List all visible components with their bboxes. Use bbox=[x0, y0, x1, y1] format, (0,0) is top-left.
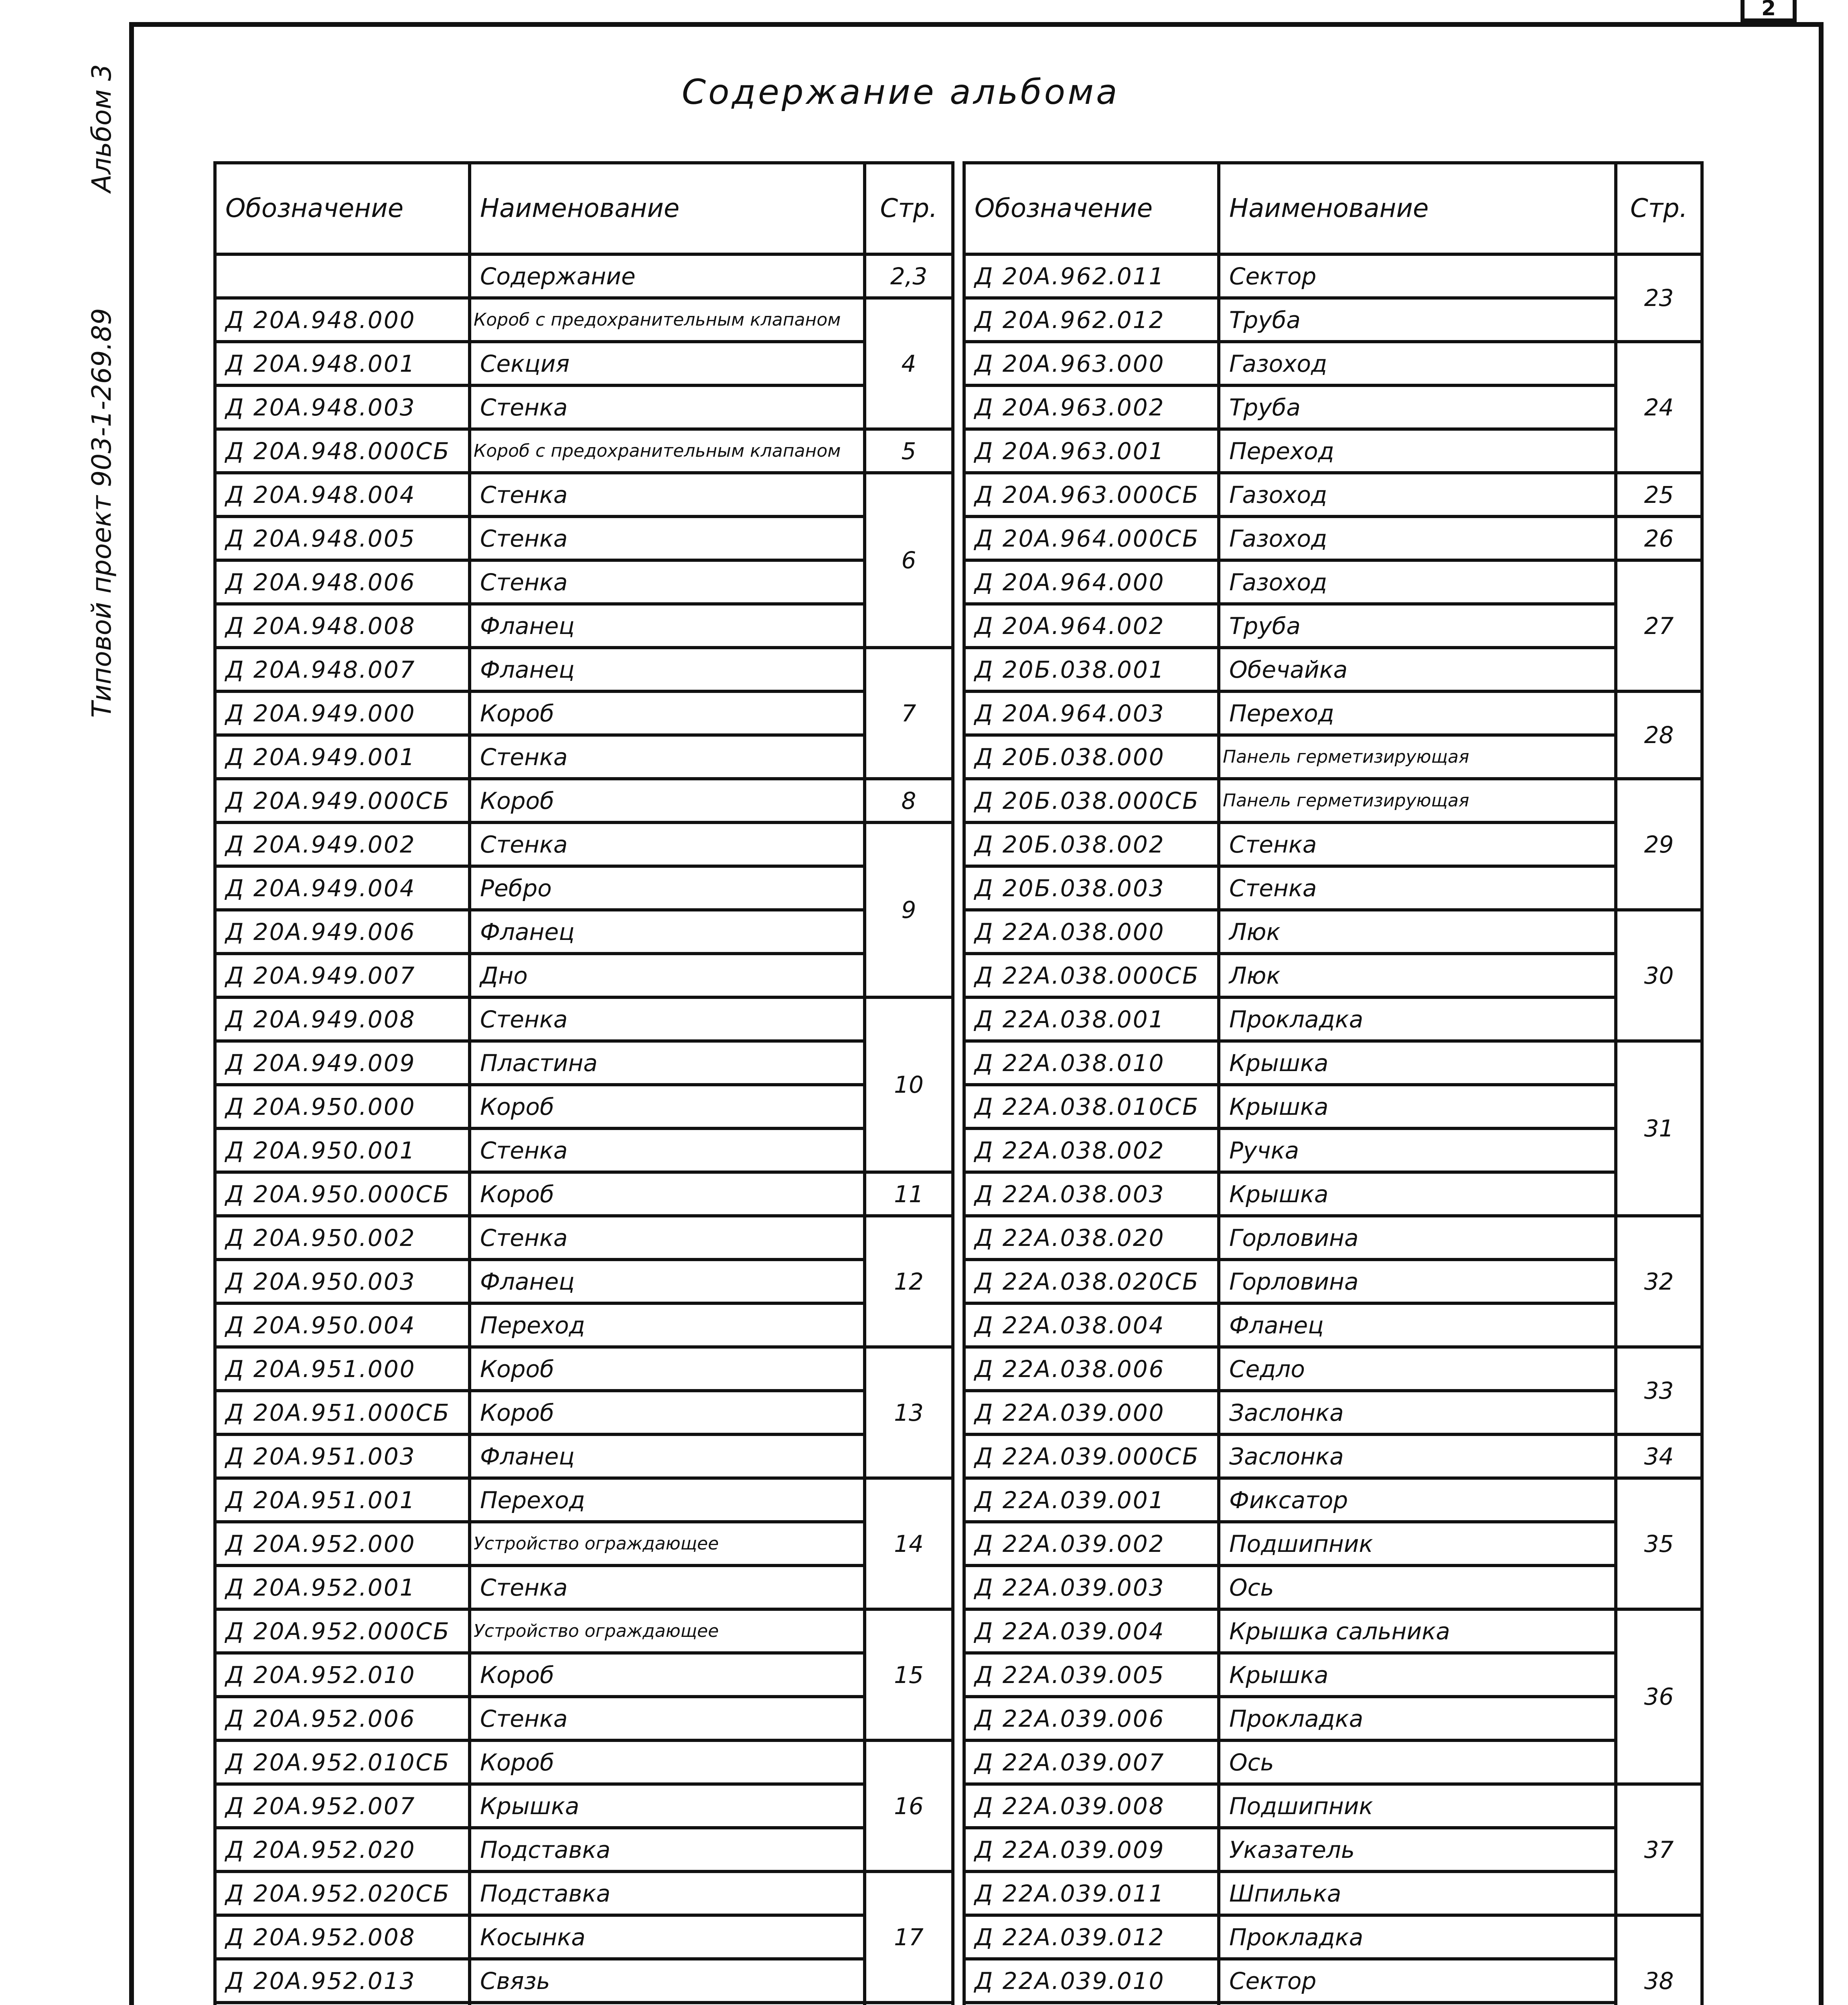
table-row bbox=[964, 648, 1702, 691]
row-name: Прокладка bbox=[1219, 1915, 1616, 1959]
table-row bbox=[964, 1128, 1702, 1172]
table-row bbox=[964, 2003, 1702, 2005]
table-row bbox=[215, 822, 953, 866]
table-row bbox=[964, 254, 1702, 298]
row-code: Д 20А.963.000 bbox=[964, 342, 1219, 385]
row-name: Переход bbox=[1219, 691, 1616, 735]
row-code: Д 22А.039.000СБ bbox=[964, 1434, 1219, 1478]
table-row bbox=[215, 298, 953, 342]
row-name: Фланец bbox=[470, 910, 865, 954]
row-code: Д 22А.038.004 bbox=[964, 1303, 1219, 1347]
row-name: Стенка bbox=[1219, 866, 1616, 910]
row-code bbox=[215, 2003, 470, 2005]
row-page: 25 bbox=[1616, 473, 1702, 516]
table-header bbox=[964, 163, 1702, 254]
row-code: Д 20А.950.004 bbox=[215, 1303, 470, 1347]
row-code: Д 22А.038.010СБ bbox=[964, 1085, 1219, 1128]
row-page: 15 bbox=[865, 1609, 953, 1740]
row-code: Д 20А.948.003 bbox=[215, 385, 470, 429]
row-name: Устройство ограждающее bbox=[470, 1609, 865, 1653]
row-name: Стенка bbox=[470, 516, 865, 560]
row-name: Содержание bbox=[470, 254, 865, 298]
table-row bbox=[964, 1522, 1702, 1566]
row-name: Ось bbox=[1219, 1740, 1616, 1784]
table-row bbox=[964, 1303, 1702, 1347]
row-page: 4 bbox=[865, 298, 953, 429]
row-name: Люк bbox=[1219, 954, 1616, 997]
row-code: Д 20А.949.007 bbox=[215, 954, 470, 997]
row-code: Д 20А.951.003 bbox=[215, 1434, 470, 1478]
row-page: 7 bbox=[865, 648, 953, 779]
row-code: Д 22А.038.001 bbox=[964, 997, 1219, 1041]
row-name: Газоход bbox=[1219, 473, 1616, 516]
row-page: 2,3 bbox=[865, 254, 953, 298]
table-row bbox=[964, 1609, 1702, 1653]
row-code: Д 20А.963.001 bbox=[964, 429, 1219, 473]
row-name: Газоход bbox=[1219, 342, 1616, 385]
table-row bbox=[215, 1740, 953, 1784]
row-name bbox=[470, 2003, 865, 2005]
row-code: Д 20А.949.004 bbox=[215, 866, 470, 910]
row-name: Прокладка bbox=[1219, 1697, 1616, 1740]
page-title: Содержание альбома bbox=[682, 72, 1120, 112]
row-name: Подшипник bbox=[1219, 1522, 1616, 1566]
row-code: Д 20Б.038.003 bbox=[964, 866, 1219, 910]
table-row bbox=[964, 429, 1702, 473]
table-row bbox=[215, 1260, 953, 1303]
row-code: Д 22А.038.010 bbox=[964, 1041, 1219, 1085]
row-code: Д 20А.964.000СБ bbox=[964, 516, 1219, 560]
row-name: Фланец bbox=[470, 604, 865, 648]
row-name: Крышка bbox=[470, 1784, 865, 1828]
row-code: Д 20Б.038.002 bbox=[964, 822, 1219, 866]
table-row bbox=[215, 997, 953, 1041]
row-page: 11 bbox=[865, 1172, 953, 1216]
table-row bbox=[964, 822, 1702, 866]
row-name: Короб bbox=[470, 1172, 865, 1216]
row-name: Труба bbox=[1219, 385, 1616, 429]
table-row bbox=[215, 1391, 953, 1434]
table-row bbox=[964, 1172, 1702, 1216]
row-name: Связь bbox=[470, 1959, 865, 2003]
row-page: 13 bbox=[865, 1347, 953, 1478]
table-row bbox=[964, 473, 1702, 516]
table-row bbox=[215, 1566, 953, 1609]
row-code: Д 20А.949.000СБ bbox=[215, 779, 470, 822]
table-row bbox=[964, 1260, 1702, 1303]
row-name: Переход bbox=[470, 1303, 865, 1347]
table-row bbox=[215, 1303, 953, 1347]
table-row bbox=[215, 1915, 953, 1959]
row-name: Короб bbox=[470, 1653, 865, 1697]
header-name: Наименование bbox=[470, 163, 865, 254]
row-code: Д 20А.952.006 bbox=[215, 1697, 470, 1740]
row-code: Д 20А.950.003 bbox=[215, 1260, 470, 1303]
table-row bbox=[964, 1740, 1702, 1784]
table-row bbox=[215, 866, 953, 910]
row-page: 37 bbox=[1616, 1784, 1702, 1915]
table-row bbox=[215, 1697, 953, 1740]
table-row bbox=[215, 910, 953, 954]
table-row bbox=[964, 1391, 1702, 1434]
row-name: Подставка bbox=[470, 1828, 865, 1871]
table-row bbox=[964, 1915, 1702, 1959]
row-page: 6 bbox=[865, 473, 953, 648]
row-name: Ручка bbox=[1219, 1128, 1616, 1172]
table-row bbox=[964, 298, 1702, 342]
row-name: Стенка bbox=[470, 560, 865, 604]
table-row bbox=[215, 1172, 953, 1216]
row-code: Д 20А.963.002 bbox=[964, 385, 1219, 429]
header-code: Обозначение bbox=[215, 163, 470, 254]
row-name bbox=[1219, 2003, 1616, 2005]
row-page: 33 bbox=[1616, 1347, 1702, 1434]
table-row bbox=[215, 779, 953, 822]
table-row bbox=[215, 1434, 953, 1478]
table-row bbox=[215, 1128, 953, 1172]
row-name: Короб с предохранительным клапаном bbox=[470, 298, 865, 342]
row-name: Седло bbox=[1219, 1347, 1616, 1391]
table-row bbox=[215, 1784, 953, 1828]
row-name: Крышка сальника bbox=[1219, 1609, 1616, 1653]
table-row bbox=[964, 1653, 1702, 1697]
row-code: Д 20А.963.000СБ bbox=[964, 473, 1219, 516]
row-code: Д 20А.964.000 bbox=[964, 560, 1219, 604]
table-row bbox=[964, 604, 1702, 648]
row-name: Газоход bbox=[1219, 516, 1616, 560]
row-code: Д 20А.948.000СБ bbox=[215, 429, 470, 473]
row-page: 23 bbox=[1616, 254, 1702, 342]
table-row bbox=[215, 2003, 953, 2005]
row-name: Дно bbox=[470, 954, 865, 997]
row-page: 30 bbox=[1616, 910, 1702, 1041]
table-row bbox=[215, 1959, 953, 2003]
row-code: Д 20А.951.000 bbox=[215, 1347, 470, 1391]
page-number: 2 bbox=[1741, 0, 1797, 22]
row-code: Д 20А.952.000 bbox=[215, 1522, 470, 1566]
row-page: 31 bbox=[1616, 1041, 1702, 1216]
row-code: Д 22А.039.004 bbox=[964, 1609, 1219, 1653]
row-page: 28 bbox=[1616, 691, 1702, 779]
table-row bbox=[964, 1784, 1702, 1828]
row-name: Стенка bbox=[470, 1128, 865, 1172]
row-code: Д 22А.038.000СБ bbox=[964, 954, 1219, 997]
row-page: 12 bbox=[865, 1216, 953, 1347]
row-code: Д 20А.952.020 bbox=[215, 1828, 470, 1871]
row-name: Стенка bbox=[470, 822, 865, 866]
table-row bbox=[215, 342, 953, 385]
row-code: Д 20А.962.012 bbox=[964, 298, 1219, 342]
header-page: Стр. bbox=[1616, 163, 1702, 254]
row-code: Д 20А.950.001 bbox=[215, 1128, 470, 1172]
table-row bbox=[215, 429, 953, 473]
table-row bbox=[964, 1434, 1702, 1478]
table-row bbox=[215, 1085, 953, 1128]
row-name: Стенка bbox=[470, 473, 865, 516]
row-name: Панель герметизирующая bbox=[1219, 735, 1616, 779]
table-row bbox=[964, 954, 1702, 997]
row-page: 24 bbox=[1616, 342, 1702, 473]
table-header bbox=[215, 163, 953, 254]
row-name: Стенка bbox=[470, 1697, 865, 1740]
row-page: 36 bbox=[1616, 1609, 1702, 1784]
row-name: Короб bbox=[470, 1391, 865, 1434]
row-code: Д 20А.949.008 bbox=[215, 997, 470, 1041]
row-name: Заслонка bbox=[1219, 1391, 1616, 1434]
table-row bbox=[964, 385, 1702, 429]
row-name: Косынка bbox=[470, 1915, 865, 1959]
table-row bbox=[215, 1609, 953, 1653]
row-name: Стенка bbox=[470, 1216, 865, 1260]
table-row bbox=[215, 1347, 953, 1391]
row-page: 16 bbox=[865, 1740, 953, 1871]
row-name: Крышка bbox=[1219, 1041, 1616, 1085]
table-row bbox=[215, 648, 953, 691]
row-page: 38 bbox=[1616, 1915, 1702, 2005]
row-code: Д 22А.038.003 bbox=[964, 1172, 1219, 1216]
row-code: Д 22А.039.008 bbox=[964, 1784, 1219, 1828]
row-code: Д 20А.952.020СБ bbox=[215, 1871, 470, 1915]
table-row bbox=[964, 1566, 1702, 1609]
table-row bbox=[964, 866, 1702, 910]
row-code: Д 20А.952.001 bbox=[215, 1566, 470, 1609]
table-row bbox=[964, 1478, 1702, 1522]
row-page: 26 bbox=[1616, 516, 1702, 560]
row-code: Д 22А.039.012 bbox=[964, 1915, 1219, 1959]
row-code bbox=[964, 2003, 1219, 2005]
row-code: Д 20А.952.010 bbox=[215, 1653, 470, 1697]
row-code: Д 20А.949.000 bbox=[215, 691, 470, 735]
table-row bbox=[215, 1216, 953, 1260]
row-page: 8 bbox=[865, 779, 953, 822]
toc-table-left bbox=[213, 161, 954, 2005]
project-label: Типовой проект 903-1-269.89 bbox=[86, 308, 117, 718]
row-code: Д 20А.952.000СБ bbox=[215, 1609, 470, 1653]
table-row bbox=[964, 1347, 1702, 1391]
table-row bbox=[964, 1216, 1702, 1260]
row-name: Фланец bbox=[470, 1260, 865, 1303]
table-row bbox=[215, 516, 953, 560]
row-name: Стенка bbox=[1219, 822, 1616, 866]
row-code: Д 20А.951.000СБ bbox=[215, 1391, 470, 1434]
row-page: 29 bbox=[1616, 779, 1702, 910]
row-name: Газоход bbox=[1219, 560, 1616, 604]
table-row bbox=[964, 691, 1702, 735]
row-page: 10 bbox=[865, 997, 953, 1172]
row-code: Д 20А.952.013 bbox=[215, 1959, 470, 2003]
table-row bbox=[215, 1828, 953, 1871]
row-code: Д 20А.964.003 bbox=[964, 691, 1219, 735]
row-name: Короб bbox=[470, 779, 865, 822]
row-name: Фланец bbox=[470, 648, 865, 691]
table-row bbox=[215, 1871, 953, 1915]
row-name: Пластина bbox=[470, 1041, 865, 1085]
row-name: Стенка bbox=[470, 997, 865, 1041]
row-name: Подшипник bbox=[1219, 1784, 1616, 1828]
row-name: Подставка bbox=[470, 1871, 865, 1915]
row-code: Д 22А.038.006 bbox=[964, 1347, 1219, 1391]
table-row bbox=[215, 254, 953, 298]
row-name: Переход bbox=[1219, 429, 1616, 473]
row-name: Секция bbox=[470, 342, 865, 385]
row-code: Д 22А.039.000 bbox=[964, 1391, 1219, 1434]
row-name: Стенка bbox=[470, 385, 865, 429]
table-row bbox=[964, 1041, 1702, 1085]
table-row bbox=[215, 1041, 953, 1085]
table-row bbox=[215, 604, 953, 648]
row-code: Д 20Б.038.001 bbox=[964, 648, 1219, 691]
row-name: Горловина bbox=[1219, 1260, 1616, 1303]
table-row bbox=[964, 779, 1702, 822]
table-row bbox=[215, 691, 953, 735]
table-row bbox=[964, 1871, 1702, 1915]
row-code: Д 22А.038.020 bbox=[964, 1216, 1219, 1260]
table-row bbox=[964, 997, 1702, 1041]
row-name: Труба bbox=[1219, 298, 1616, 342]
row-code: Д 22А.038.002 bbox=[964, 1128, 1219, 1172]
row-name: Крышка bbox=[1219, 1172, 1616, 1216]
table-row bbox=[215, 473, 953, 516]
row-name: Короб bbox=[470, 1740, 865, 1784]
row-code: Д 20А.952.007 bbox=[215, 1784, 470, 1828]
row-code: Д 20А.949.006 bbox=[215, 910, 470, 954]
row-code: Д 20А.949.001 bbox=[215, 735, 470, 779]
row-page bbox=[865, 2003, 953, 2005]
header-page: Стр. bbox=[865, 163, 953, 254]
row-code: Д 20А.948.008 bbox=[215, 604, 470, 648]
row-code: Д 20А.951.001 bbox=[215, 1478, 470, 1522]
table-row bbox=[964, 1697, 1702, 1740]
row-name: Заслонка bbox=[1219, 1434, 1616, 1478]
row-code: Д 20А.948.000 bbox=[215, 298, 470, 342]
header-code: Обозначение bbox=[964, 163, 1219, 254]
row-name: Крышка bbox=[1219, 1085, 1616, 1128]
row-code: Д 22А.038.020СБ bbox=[964, 1260, 1219, 1303]
table-row bbox=[964, 1959, 1702, 2003]
row-code: Д 20А.948.005 bbox=[215, 516, 470, 560]
row-name: Стенка bbox=[470, 735, 865, 779]
row-code: Д 20А.948.001 bbox=[215, 342, 470, 385]
row-name: Шпилька bbox=[1219, 1871, 1616, 1915]
row-code: Д 22А.038.000 bbox=[964, 910, 1219, 954]
row-code: Д 22А.039.001 bbox=[964, 1478, 1219, 1522]
row-name: Стенка bbox=[470, 1566, 865, 1609]
row-name: Ось bbox=[1219, 1566, 1616, 1609]
row-code: Д 20А.950.000СБ bbox=[215, 1172, 470, 1216]
row-name: Указатель bbox=[1219, 1828, 1616, 1871]
row-code: Д 20А.948.007 bbox=[215, 648, 470, 691]
table-row bbox=[215, 385, 953, 429]
row-name: Люк bbox=[1219, 910, 1616, 954]
table-row bbox=[964, 910, 1702, 954]
album-label: Альбом 3 bbox=[86, 64, 117, 192]
row-code: Д 20А.950.000 bbox=[215, 1085, 470, 1128]
row-name: Короб bbox=[470, 691, 865, 735]
row-name: Переход bbox=[470, 1478, 865, 1522]
table-row bbox=[215, 560, 953, 604]
row-code: Д 20А.950.002 bbox=[215, 1216, 470, 1260]
row-name: Сектор bbox=[1219, 254, 1616, 298]
row-name: Устройство ограждающее bbox=[470, 1522, 865, 1566]
table-row bbox=[215, 954, 953, 997]
row-name: Фланец bbox=[470, 1434, 865, 1478]
row-code: Д 20Б.038.000 bbox=[964, 735, 1219, 779]
table-row bbox=[964, 342, 1702, 385]
row-code: Д 22А.039.005 bbox=[964, 1653, 1219, 1697]
row-code: Д 20А.948.006 bbox=[215, 560, 470, 604]
row-code: Д 20А.962.011 bbox=[964, 254, 1219, 298]
table-row bbox=[964, 1085, 1702, 1128]
row-name: Короб bbox=[470, 1085, 865, 1128]
row-name: Труба bbox=[1219, 604, 1616, 648]
row-page: 17 bbox=[865, 1871, 953, 2003]
row-code: Д 22А.039.007 bbox=[964, 1740, 1219, 1784]
row-name: Прокладка bbox=[1219, 997, 1616, 1041]
row-page: 9 bbox=[865, 822, 953, 997]
row-page: 35 bbox=[1616, 1478, 1702, 1609]
table-row bbox=[215, 1522, 953, 1566]
row-code: Д 20А.949.009 bbox=[215, 1041, 470, 1085]
table-row bbox=[215, 735, 953, 779]
header-name: Наименование bbox=[1219, 163, 1616, 254]
row-code: Д 20А.952.010СБ bbox=[215, 1740, 470, 1784]
row-code: Д 22А.039.002 bbox=[964, 1522, 1219, 1566]
table-row bbox=[964, 560, 1702, 604]
row-page: 27 bbox=[1616, 560, 1702, 691]
row-name: Ребро bbox=[470, 866, 865, 910]
row-page: 32 bbox=[1616, 1216, 1702, 1347]
row-name: Короб с предохранительным клапаном bbox=[470, 429, 865, 473]
table-row bbox=[964, 516, 1702, 560]
row-code: Д 22А.039.010 bbox=[964, 1959, 1219, 2003]
row-name: Крышка bbox=[1219, 1653, 1616, 1697]
row-code: Д 22А.039.003 bbox=[964, 1566, 1219, 1609]
row-page: 5 bbox=[865, 429, 953, 473]
row-code: Д 20А.964.002 bbox=[964, 604, 1219, 648]
row-page: 14 bbox=[865, 1478, 953, 1609]
table-row bbox=[215, 1653, 953, 1697]
row-page: 34 bbox=[1616, 1434, 1702, 1478]
table-row bbox=[964, 1828, 1702, 1871]
row-name: Фиксатор bbox=[1219, 1478, 1616, 1522]
toc-table-right bbox=[962, 161, 1704, 2005]
row-code: Д 20А.952.008 bbox=[215, 1915, 470, 1959]
row-name: Фланец bbox=[1219, 1303, 1616, 1347]
table-row bbox=[964, 735, 1702, 779]
row-name: Обечайка bbox=[1219, 648, 1616, 691]
row-code: Д 20А.948.004 bbox=[215, 473, 470, 516]
row-name: Горловина bbox=[1219, 1216, 1616, 1260]
table-row bbox=[215, 1478, 953, 1522]
row-name: Короб bbox=[470, 1347, 865, 1391]
row-code: Д 20А.949.002 bbox=[215, 822, 470, 866]
row-name: Панель герметизирующая bbox=[1219, 779, 1616, 822]
row-code: Д 22А.039.006 bbox=[964, 1697, 1219, 1740]
row-code: Д 22А.039.009 bbox=[964, 1828, 1219, 1871]
row-code: Д 22А.039.011 bbox=[964, 1871, 1219, 1915]
row-name: Сектор bbox=[1219, 1959, 1616, 2003]
row-code bbox=[215, 254, 470, 298]
row-code: Д 20Б.038.000СБ bbox=[964, 779, 1219, 822]
